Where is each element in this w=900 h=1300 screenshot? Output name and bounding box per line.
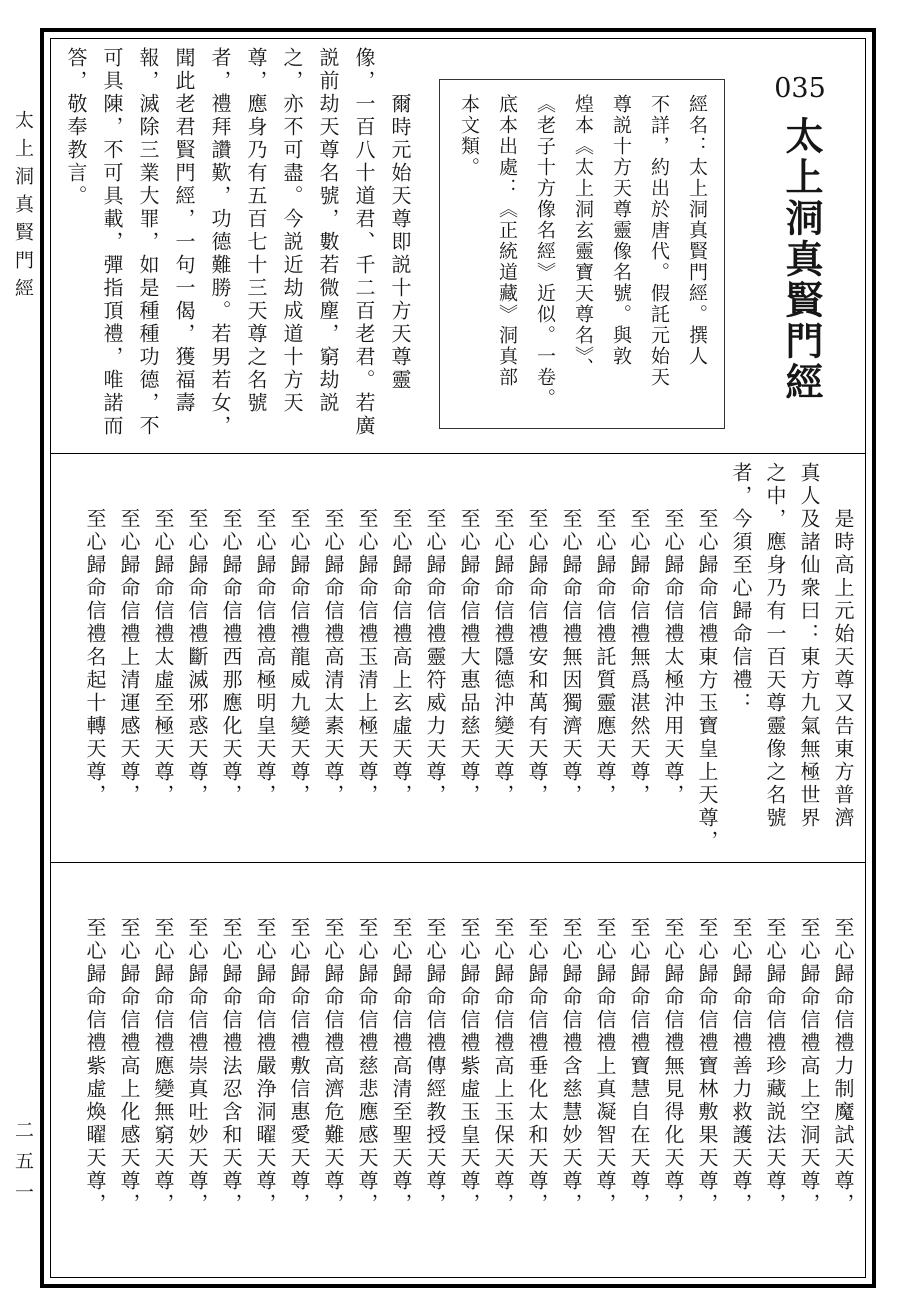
section-invocations-continued — [51, 863, 865, 1277]
text-column: 至心歸命信禮紫虛玉皇天尊， — [457, 917, 479, 1216]
colophon-line: 經名：太上洞真賢門經。撰人 — [686, 94, 707, 367]
text-column: 至心歸命信禮含慈慧妙天尊， — [559, 917, 581, 1216]
text-column: 至心歸命信禮高極明皇天尊， — [253, 508, 275, 807]
text-column: 至心歸命信禮垂化太和天尊， — [525, 917, 547, 1216]
colophon-line: 底本出處：《正統道藏》洞真部 — [496, 94, 517, 388]
text-column: 至心歸命信禮無因獨濟天尊， — [559, 508, 581, 807]
text-column: 至心歸命信禮玉清上極天尊， — [355, 508, 377, 807]
text-column: 是時高上元始天尊又告東方普濟 — [831, 508, 853, 830]
text-column: 至心歸命信禮高濟危難天尊， — [321, 917, 343, 1216]
colophon-line: 本文類。 — [458, 94, 479, 178]
section-east-invocations — [51, 454, 865, 862]
text-column: 説前劫天尊名號，數若微塵，窮劫説 — [316, 47, 338, 415]
text-column: 者，禮拜讚歎，功德難勝。若男若女， — [208, 47, 230, 438]
text-column: 至心歸命信禮高上化感天尊， — [117, 917, 139, 1216]
text-column: 至心歸命信禮應變無窮天尊， — [151, 917, 173, 1216]
page-number: 二五一 — [12, 1120, 33, 1213]
text-column: 至心歸命信禮無見得化天尊， — [661, 917, 683, 1216]
text-column: 至心歸命信禮太極沖用天尊， — [661, 508, 683, 807]
scripture-title — [741, 47, 859, 445]
catalog-number: 035 — [774, 73, 826, 104]
text-column: 至心歸命信禮龍威九變天尊， — [287, 508, 309, 807]
text-column: 至心歸命信禮嚴浄洞曜天尊， — [253, 917, 275, 1216]
page-inner-frame — [50, 38, 866, 1278]
text-column: 至心歸命信禮名起十轉天尊， — [83, 508, 105, 807]
text-column: 聞此老君賢門經，一句一偈，獲福壽 — [172, 47, 194, 415]
text-column: 真人及諸仙衆曰：東方九氣無極世界 — [797, 462, 819, 830]
colophon-line: 《老子十方像名經》近似。一卷。 — [534, 94, 555, 409]
text-column: 至心歸命信禮高上玄虛天尊， — [389, 508, 411, 807]
text-column: 至心歸命信禮東方玉寶皇上天尊， — [695, 508, 717, 853]
text-column: 至心歸命信禮高上玉保天尊， — [491, 917, 513, 1216]
text-column: 至心歸命信禮珍藏説法天尊， — [763, 917, 785, 1216]
text-column: 至心歸命信禮太虛至極天尊， — [151, 508, 173, 807]
colophon-line: 尊説十方天尊靈像名號。與敦 — [610, 94, 631, 367]
text-column: 至心歸命信禮高上空洞天尊， — [797, 917, 819, 1216]
text-column: 尊，應身乃有五百七十三天尊之名號 — [244, 47, 266, 415]
text-column: 至心歸命信禮寶林敷果天尊， — [695, 917, 717, 1216]
text-column: 至心歸命信禮傳經教授天尊， — [423, 917, 445, 1216]
colophon-line: 不詳，約出於唐代。假託元始天 — [648, 94, 669, 388]
text-column: 至心歸命信禮力制魔試天尊， — [831, 917, 853, 1216]
text-column: 像，一百八十道君、千二百老君。若廣 — [352, 47, 374, 438]
page-frame — [40, 28, 876, 1288]
text-column: 至心歸命信禮靈符威力天尊， — [423, 508, 445, 807]
text-column: 至心歸命信禮高清至聖天尊， — [389, 917, 411, 1216]
text-column: 至心歸命信禮崇真吐妙天尊， — [185, 917, 207, 1216]
text-column: 爾時元始天尊即説十方天尊靈 — [388, 93, 410, 392]
text-column: 至心歸命信禮慈悲應感天尊， — [355, 917, 377, 1216]
text-column: 至心歸命信禮紫虛煥曜天尊， — [83, 917, 105, 1216]
text-column: 至心歸命信禮法忍含和天尊， — [219, 917, 241, 1216]
text-column: 至心歸命信禮斷滅邪惑天尊， — [185, 508, 207, 807]
text-column: 至心歸命信禮安和萬有天尊， — [525, 508, 547, 807]
colophon-line: 煌本《太上洞玄靈寶天尊名》、 — [572, 94, 593, 379]
text-column: 至心歸命信禮高清太素天尊， — [321, 508, 343, 807]
text-column: 之中，應身乃有一百天尊靈像之名號 — [763, 462, 785, 830]
text-column: 至心歸命信禮託質靈應天尊， — [593, 508, 615, 807]
title-text: 太上洞真賢門經 — [779, 116, 821, 403]
text-column: 至心歸命信禮西那應化天尊， — [219, 508, 241, 807]
text-column: 至心歸命信禮寶慧自在天尊， — [627, 917, 649, 1216]
text-column: 至心歸命信禮大惠品慈天尊， — [457, 508, 479, 807]
text-column: 者，今須至心歸命信禮： — [729, 462, 751, 715]
text-column: 至心歸命信禮上真凝智天尊， — [593, 917, 615, 1216]
text-column: 報，滅除三業大罪，如是種種功德，不 — [136, 47, 158, 438]
text-column: 至心歸命信禮善力救護天尊， — [729, 917, 751, 1216]
text-column: 至心歸命信禮隱德沖變天尊， — [491, 508, 513, 807]
colophon-box — [439, 79, 725, 429]
text-column: 答，敬奉教言。 — [64, 47, 86, 208]
text-column: 至心歸命信禮敷信惠愛天尊， — [287, 917, 309, 1216]
spine-title: 太上洞真賢門經 — [12, 110, 33, 306]
text-column: 至心歸命信禮無爲湛然天尊， — [627, 508, 649, 807]
text-column: 至心歸命信禮上清運感天尊， — [117, 508, 139, 807]
section-intro — [51, 39, 865, 453]
text-column: 之，亦不可盡。今説近劫成道十方天 — [280, 47, 302, 415]
text-column: 可具陳，不可具載，彈指頂禮，唯諾而 — [100, 47, 122, 438]
